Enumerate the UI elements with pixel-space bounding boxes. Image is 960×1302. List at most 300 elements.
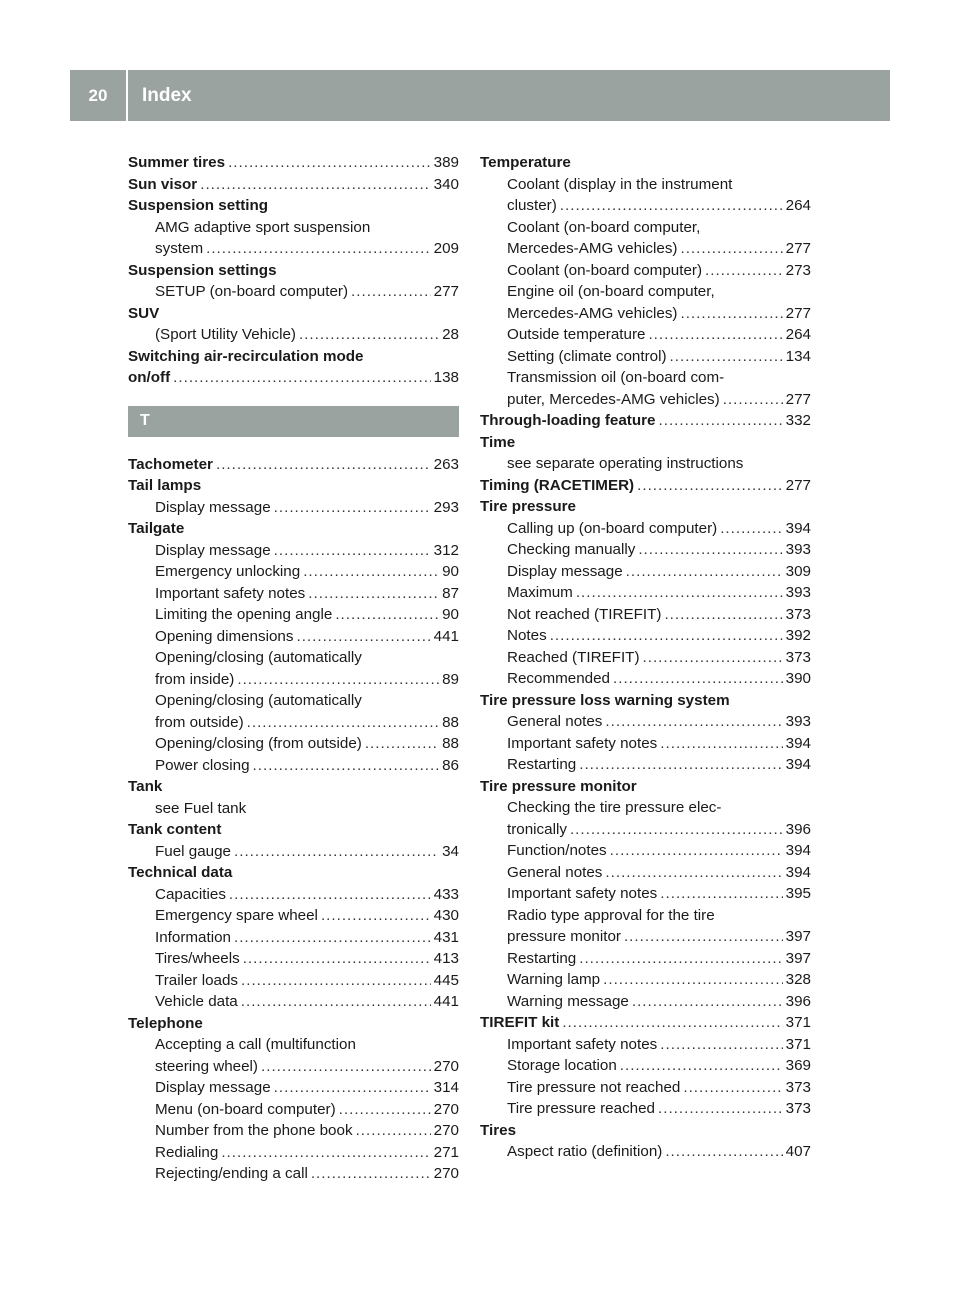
index-subentry [480, 367, 811, 389]
index-subentry [480, 797, 811, 819]
entry-text: Radio type approval for the tire [507, 906, 715, 924]
page-reference[interactable]: 328 [785, 971, 811, 988]
entry-text: pressure monitor [507, 928, 621, 945]
dot-leader [560, 195, 783, 217]
page-reference[interactable]: 88 [442, 735, 459, 752]
entry-text: Trailer loads [155, 971, 238, 989]
dot-leader [229, 884, 431, 906]
index-subentry[interactable] [480, 711, 811, 733]
page-reference[interactable]: 270 [433, 1122, 459, 1139]
index-subentry [480, 905, 811, 927]
index-entry[interactable] [128, 454, 459, 476]
page-reference[interactable]: 441 [433, 627, 459, 645]
dot-leader [705, 260, 783, 282]
dot-leader [356, 1120, 431, 1142]
dot-leader [626, 561, 783, 583]
page-reference[interactable]: 28 [442, 326, 459, 343]
dot-leader [576, 582, 783, 604]
page-reference[interactable]: 441 [433, 993, 459, 1010]
page-reference[interactable]: 263 [433, 455, 459, 473]
dot-leader [660, 733, 782, 755]
entry-text: Redialing [155, 1143, 219, 1161]
index-subentry [480, 281, 811, 303]
index-entry [128, 195, 459, 217]
entry-text: Time [480, 433, 516, 451]
index-subentry[interactable] [480, 604, 811, 626]
entry-text: Checking manually [507, 541, 636, 558]
index-entry[interactable] [128, 152, 459, 174]
index-column-right [480, 152, 811, 1163]
index-subentry[interactable] [128, 561, 459, 583]
dot-leader [247, 712, 439, 734]
page-reference[interactable]: 312 [433, 541, 459, 559]
entry-text: Display message [155, 498, 271, 516]
dot-leader [274, 497, 431, 519]
dot-leader [243, 948, 431, 970]
entry-text: Storage location [507, 1057, 617, 1074]
entry-text: Suspension setting [128, 197, 269, 214]
entry-text: Opening dimensions [155, 627, 294, 645]
page-reference[interactable]: 407 [785, 1143, 811, 1160]
entry-text: Display message [155, 1079, 271, 1096]
page-reference[interactable]: 90 [442, 606, 459, 623]
index-entry [128, 346, 459, 368]
entry-text: Tank content [128, 821, 222, 838]
dot-leader [221, 1142, 430, 1164]
page-reference[interactable]: 394 [785, 734, 811, 752]
entry-text: cluster) [507, 197, 557, 214]
index-subentry[interactable] [480, 303, 811, 325]
index-subentry [128, 217, 459, 239]
dot-leader [311, 1163, 431, 1185]
index-subentry[interactable] [128, 927, 459, 949]
index-entry [128, 260, 459, 282]
index-subentry[interactable] [128, 604, 459, 626]
index-subentry[interactable] [480, 948, 811, 970]
dot-leader [660, 1034, 782, 1056]
page-reference[interactable]: 340 [433, 175, 459, 193]
page-reference[interactable]: 264 [785, 326, 811, 343]
entry-text: Through-loading feature [480, 412, 656, 429]
page-reference[interactable]: 430 [433, 907, 459, 924]
index-subentry[interactable] [128, 1056, 459, 1078]
dot-leader [234, 927, 431, 949]
entry-text: Opening/closing (automatically [155, 649, 362, 666]
dot-leader [296, 626, 430, 648]
index-subentry[interactable] [480, 389, 811, 411]
dot-leader [308, 583, 439, 605]
page-reference[interactable]: 332 [785, 412, 811, 429]
dot-leader [303, 561, 439, 583]
entry-text: Warning message [507, 992, 629, 1010]
index-subentry[interactable] [128, 1163, 459, 1185]
page-reference[interactable]: 392 [785, 627, 811, 644]
page-reference[interactable]: 271 [433, 1143, 459, 1161]
page-reference[interactable]: 138 [433, 369, 459, 386]
page-reference[interactable]: 413 [433, 950, 459, 967]
index-subentry[interactable] [480, 926, 811, 948]
index-subentry [480, 174, 811, 196]
dot-leader [550, 625, 783, 647]
index-entry [128, 776, 459, 798]
entry-text: Restarting [507, 949, 577, 967]
dot-leader [173, 367, 430, 389]
entry-text: Engine oil (on-board computer, [507, 283, 715, 300]
index-subentry[interactable] [480, 1098, 811, 1120]
dot-leader [680, 303, 782, 325]
index-subentry[interactable] [480, 1055, 811, 1077]
index-subentry[interactable] [128, 755, 459, 777]
entry-text: Number from the phone book [155, 1122, 353, 1139]
dot-leader [605, 862, 782, 884]
entry-text: system [155, 240, 204, 257]
dot-leader [579, 948, 782, 970]
page-reference[interactable]: 397 [785, 949, 811, 967]
entry-text: Tires [480, 1121, 517, 1139]
entry-text: Recommended [507, 670, 610, 687]
page-reference[interactable]: 89 [442, 670, 459, 688]
index-subentry[interactable] [480, 1077, 811, 1099]
dot-leader [648, 324, 782, 346]
index-subentry[interactable] [128, 841, 459, 863]
entry-text: Important safety notes [507, 1035, 658, 1053]
page-reference[interactable]: 277 [785, 390, 811, 408]
entry-text: Menu (on-board computer) [155, 1100, 336, 1118]
entry-text: Temperature [480, 154, 571, 171]
page-reference[interactable]: 270 [433, 1057, 459, 1075]
index-subentry[interactable] [128, 991, 459, 1013]
entry-text: Important safety notes [507, 885, 658, 902]
entry-text: Tire pressure [480, 498, 576, 515]
index-subentry [480, 453, 811, 475]
dot-leader [562, 1012, 782, 1034]
index-subentry[interactable] [480, 819, 811, 841]
page-reference[interactable]: 371 [785, 1014, 811, 1031]
page-reference[interactable]: 393 [785, 541, 811, 558]
entry-text: Opening/closing (automatically [155, 692, 362, 709]
index-subentry[interactable] [480, 733, 811, 755]
page-reference[interactable]: 393 [785, 584, 811, 601]
dot-leader [351, 281, 431, 303]
index-subentry[interactable] [480, 195, 811, 217]
page-reference[interactable]: 209 [433, 240, 459, 257]
entry-text: Tire pressure not reached [507, 1078, 681, 1096]
dot-leader [241, 991, 431, 1013]
entry-text: Tires/wheels [155, 950, 240, 967]
page-reference[interactable]: 371 [785, 1035, 811, 1053]
index-entry[interactable] [128, 174, 459, 196]
page-reference[interactable]: 431 [433, 928, 459, 946]
dot-leader [683, 1077, 782, 1099]
dot-leader [200, 174, 430, 196]
index-entry [480, 432, 811, 454]
page-reference[interactable]: 273 [785, 261, 811, 279]
index-subentry[interactable] [480, 647, 811, 669]
entry-text: SUV [128, 304, 160, 322]
page-reference[interactable]: 369 [785, 1057, 811, 1074]
entry-text: SETUP (on-board computer) [155, 283, 349, 300]
index-subentry[interactable] [128, 238, 459, 260]
dot-leader [664, 604, 782, 626]
index-subentry [128, 1034, 459, 1056]
entry-text: Telephone [128, 1014, 203, 1032]
dot-leader [261, 1056, 431, 1078]
index-entry [128, 862, 459, 884]
dot-leader [660, 883, 782, 905]
entry-text: Power closing [155, 756, 250, 774]
page-reference[interactable]: 134 [785, 347, 811, 365]
entry-text: General notes [507, 713, 603, 730]
index-subentry[interactable] [128, 948, 459, 970]
entry-text: Vehicle data [155, 993, 238, 1010]
page-reference[interactable]: 90 [442, 563, 459, 580]
index-column-left [128, 152, 459, 1185]
page-reference[interactable]: 445 [433, 971, 459, 989]
index-subentry[interactable] [480, 969, 811, 991]
dot-leader [637, 475, 783, 497]
entry-text: Important safety notes [155, 584, 306, 602]
index-subentry[interactable] [480, 582, 811, 604]
dot-leader [670, 346, 783, 368]
page-reference[interactable]: 390 [785, 670, 811, 687]
index-subentry[interactable] [480, 561, 811, 583]
page-reference[interactable]: 389 [433, 154, 459, 171]
index-entry [480, 776, 811, 798]
page-reference[interactable]: 373 [785, 1100, 811, 1117]
page-reference[interactable]: 277 [785, 304, 811, 322]
dot-leader [643, 647, 783, 669]
entry-text: Rejecting/ending a call [155, 1165, 308, 1182]
entry-text: Coolant (on-board computer) [507, 261, 703, 279]
entry-text: Display message [507, 562, 623, 580]
entry-text: Important safety notes [507, 734, 658, 752]
entry-text: Limiting the opening angle [155, 606, 333, 623]
dot-leader [603, 969, 783, 991]
page-number: 20 [88, 85, 108, 105]
entry-text: Tail lamps [128, 477, 202, 494]
dot-leader [241, 970, 431, 992]
entry-text: Display message [155, 541, 271, 559]
index-subentry[interactable] [480, 625, 811, 647]
entry-text: Information [155, 928, 231, 946]
index-subentry[interactable] [480, 991, 811, 1013]
page-reference[interactable]: 87 [442, 584, 459, 602]
index-subentry [128, 647, 459, 669]
entry-text: from outside) [155, 713, 244, 731]
entry-text: on/off [128, 369, 171, 386]
index-subentry[interactable] [128, 1077, 459, 1099]
entry-text: Tire pressure reached [507, 1100, 656, 1117]
entry-text: Mercedes-AMG vehicles) [507, 240, 678, 257]
page-reference[interactable]: 293 [433, 498, 459, 516]
entry-text: Coolant (display in the instrument [507, 175, 733, 193]
page-reference[interactable]: 433 [433, 885, 459, 903]
entry-text: Notes [507, 627, 547, 644]
index-subentry[interactable] [480, 324, 811, 346]
entry-text: Checking the tire pressure elec- [507, 799, 722, 816]
entry-text: from inside) [155, 670, 235, 688]
dot-leader [723, 389, 783, 411]
dot-leader [579, 754, 782, 776]
index-entry [128, 819, 459, 841]
index-subentry[interactable] [480, 754, 811, 776]
page-reference[interactable]: 277 [785, 476, 811, 494]
entry-text: Warning lamp [507, 971, 601, 988]
index-subentry[interactable] [128, 1142, 459, 1164]
dot-leader [365, 733, 439, 755]
page-reference[interactable]: 373 [785, 648, 811, 666]
entry-text: Summer tires [128, 154, 226, 171]
page-reference[interactable]: 394 [785, 519, 811, 537]
index-subentry [480, 217, 811, 239]
entry-text: Accepting a call (multifunction [155, 1036, 356, 1053]
page-reference[interactable]: 394 [785, 756, 811, 773]
dot-leader [206, 238, 431, 260]
index-subentry[interactable] [480, 862, 811, 884]
index-subentry[interactable] [480, 518, 811, 540]
dot-leader [228, 152, 431, 174]
dot-leader [620, 1055, 783, 1077]
dot-leader [321, 905, 431, 927]
dot-leader [216, 454, 431, 476]
page-reference[interactable]: 277 [433, 283, 459, 300]
dot-leader [613, 668, 783, 690]
dot-leader [680, 238, 782, 260]
entry-text: puter, Mercedes-AMG vehicles) [507, 390, 720, 408]
page-reference[interactable]: 396 [785, 820, 811, 838]
dot-leader [605, 711, 782, 733]
page-reference[interactable]: 309 [785, 562, 811, 580]
dot-leader [335, 604, 439, 626]
index-subentry[interactable] [480, 346, 811, 368]
entry-text: steering wheel) [155, 1057, 258, 1075]
index-subentry[interactable] [128, 884, 459, 906]
entry-text: Timing (RACETIMER) [480, 476, 635, 494]
entry-text: Capacities [155, 885, 226, 903]
index-entry [480, 152, 811, 174]
index-entry[interactable] [480, 410, 811, 432]
dot-leader [274, 1077, 431, 1099]
entry-text: Suspension settings [128, 261, 277, 279]
page-reference[interactable]: 34 [442, 842, 459, 860]
page-reference[interactable]: 86 [442, 756, 459, 774]
index-entry[interactable] [480, 475, 811, 497]
entry-text: Restarting [507, 756, 577, 773]
page-reference[interactable]: 264 [785, 197, 811, 214]
entry-text: Outside temperature [507, 326, 646, 343]
index-entry [128, 518, 459, 540]
index-entry [128, 475, 459, 497]
page-reference[interactable]: 373 [785, 1078, 811, 1096]
entry-text: Maximum [507, 584, 573, 601]
header-divider [126, 70, 128, 121]
dot-leader [234, 841, 439, 863]
index-subentry[interactable] [480, 260, 811, 282]
page-reference[interactable]: 393 [785, 713, 811, 730]
page-reference[interactable]: 270 [433, 1165, 459, 1182]
index-subentry[interactable] [480, 539, 811, 561]
page-reference[interactable]: 394 [785, 863, 811, 881]
entry-text: Switching air-recirculation mode [128, 347, 364, 365]
entry-text: Coolant (on-board computer, [507, 218, 701, 236]
index-letter-heading: T [128, 406, 459, 437]
entry-text: Transmission oil (on-board com- [507, 369, 725, 386]
entry-text: Not reached (TIREFIT) [507, 605, 662, 623]
index-subentry[interactable] [128, 669, 459, 691]
page-reference[interactable]: 373 [785, 605, 811, 623]
entry-text: Tank [128, 778, 163, 795]
index-subentry[interactable] [480, 668, 811, 690]
index-subentry[interactable] [128, 626, 459, 648]
index-subentry[interactable] [128, 324, 459, 346]
page-reference[interactable]: 277 [785, 240, 811, 257]
index-subentry[interactable] [480, 1034, 811, 1056]
index-entry[interactable] [128, 367, 459, 389]
index-subentry[interactable] [128, 905, 459, 927]
index-entry [480, 690, 811, 712]
entry-text: Technical data [128, 864, 233, 881]
entry-text: Reached (TIREFIT) [507, 648, 640, 666]
entry-text: see separate operating instructions [507, 455, 744, 472]
index-entry [128, 303, 459, 325]
index-subentry[interactable] [128, 1099, 459, 1121]
entry-text: Tachometer [128, 455, 213, 473]
index-subentry[interactable] [128, 281, 459, 303]
index-subentry[interactable] [128, 497, 459, 519]
dot-leader [638, 539, 782, 561]
page-reference[interactable]: 396 [785, 992, 811, 1010]
dot-leader [658, 1098, 783, 1120]
dot-leader [570, 819, 783, 841]
dot-leader [339, 1099, 431, 1121]
index-subentry[interactable] [480, 840, 811, 862]
index-subentry[interactable] [128, 1120, 459, 1142]
index-subentry[interactable] [480, 238, 811, 260]
dot-leader [610, 840, 783, 862]
dot-leader [632, 991, 783, 1013]
entry-text: (Sport Utility Vehicle) [155, 326, 296, 343]
index-subentry[interactable] [128, 712, 459, 734]
page-reference[interactable]: 270 [433, 1100, 459, 1118]
index-entry [128, 1013, 459, 1035]
entry-text: see Fuel tank [155, 799, 247, 817]
entry-text: Tire pressure monitor [480, 777, 637, 795]
entry-text: Emergency spare wheel [155, 907, 318, 924]
entry-text: Opening/closing (from outside) [155, 735, 362, 752]
index-subentry[interactable] [480, 1141, 811, 1163]
page-reference[interactable]: 88 [442, 713, 459, 731]
entry-text: Calling up (on-board computer) [507, 519, 718, 537]
index-subentry[interactable] [480, 883, 811, 905]
index-subentry[interactable] [128, 540, 459, 562]
index-subentry [128, 798, 459, 820]
page-reference[interactable]: 314 [433, 1079, 459, 1096]
page-reference[interactable]: 395 [785, 885, 811, 902]
dot-leader [665, 1141, 782, 1163]
index-entry[interactable] [480, 1012, 811, 1034]
entry-text: Setting (climate control) [507, 347, 667, 365]
page-reference[interactable]: 394 [785, 842, 811, 859]
index-subentry[interactable] [128, 733, 459, 755]
dot-leader [253, 755, 440, 777]
entry-text: Tailgate [128, 520, 185, 537]
page-header [70, 70, 890, 121]
page-reference[interactable]: 397 [785, 928, 811, 945]
index-subentry[interactable] [128, 970, 459, 992]
dot-leader [624, 926, 783, 948]
index-subentry[interactable] [128, 583, 459, 605]
entry-text: Tire pressure loss warning system [480, 691, 730, 709]
